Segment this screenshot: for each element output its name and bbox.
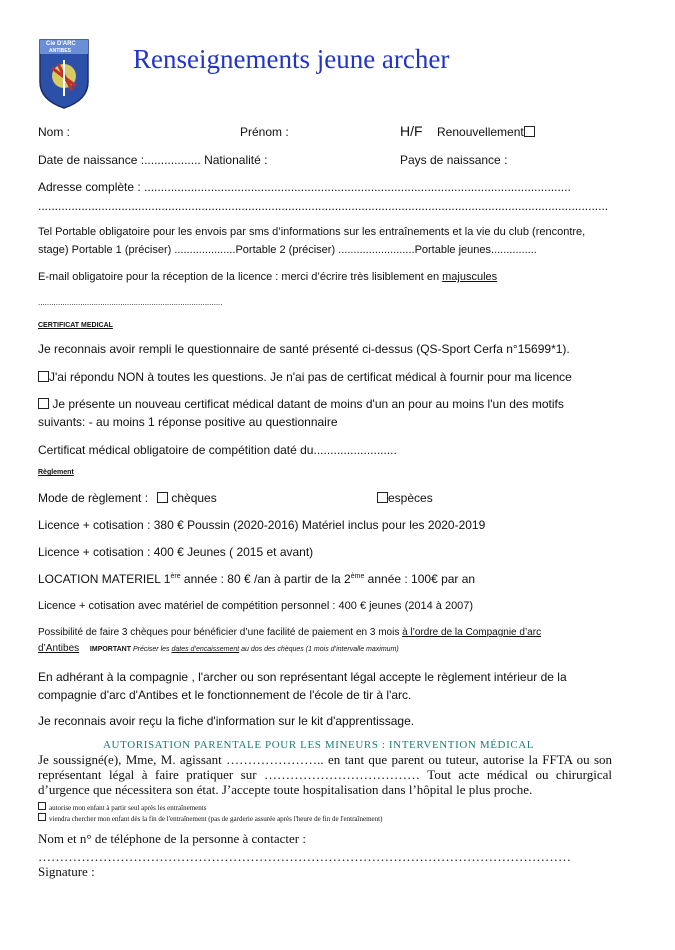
certificat-option2 (38, 397, 564, 411)
adhesion-line1: En adhérant à la compagnie , l'archer ou son représentant légal accepte le règlement intérieur de la (38, 670, 567, 684)
ordre-text: à l’ordre de la Compagnie d’arc (402, 627, 542, 638)
possibilite-text: Possibilité de faire 3 chèques pour bénéficier d’une facilité de paiement en 3 mois (38, 627, 403, 638)
tarif-jeunes: Licence + cotisation : 400 € Jeunes ( 2015 et avant) (38, 545, 314, 559)
autorisation-paragraph: Je soussigné(e), Mme, M. agissant ………………….. en tant que parent ou tuteur, autorise la FFTA ou son représentant légal à faire pratiquer sur ……………………………… Tout acte médical ou chirurgical d’urgence que nécessitera son état. J’accepte toute hospitalisation dans l’hôpital le plus proche. (38, 752, 612, 797)
location-part2: année : 80 € /an à partir de la 2 (180, 572, 351, 586)
adresse-dotted-line: ........................................................................................................................................................................... (38, 199, 609, 213)
important-label: IMPORTANT (89, 646, 132, 653)
important-text-a: Préciser les (131, 646, 172, 653)
hf-label: H/F (400, 123, 423, 139)
logo-text-bottom: ANTIBES (49, 48, 71, 54)
check2-label: viendra chercher mon enfant dès la fin de l'entraînement (pas de garderie assurée après l'heure de fin de l'entraînement) (49, 815, 383, 823)
signature-label: Signature : (38, 864, 95, 879)
renouvellement-field (437, 125, 535, 139)
option1-checkbox[interactable] (38, 371, 49, 382)
club-logo (38, 38, 90, 110)
cheques-option[interactable] (157, 491, 217, 505)
important-text-b: au dos des chèques (1 mois d’intervalle maximum) (239, 646, 399, 653)
certificat-option1 (38, 370, 572, 384)
possibilite-line (38, 627, 541, 638)
autorisation-check2 (38, 813, 382, 823)
especes-option[interactable] (377, 491, 433, 505)
tarif-materiel-perso: Licence + cotisation avec matériel de compétition personnel : 400 € jeunes (2014 à 2007) (38, 600, 474, 612)
location-part1: LOCATION MATERIEL 1 (38, 572, 171, 586)
location-part3: année : 100€ par an (364, 572, 476, 586)
location-sup2: ème (350, 573, 365, 580)
autorisation-check1 (38, 802, 206, 812)
contact-label: Nom et n° de téléphone de la personne à contacter : (38, 831, 306, 846)
especes-label: espèces (388, 491, 433, 505)
reglement-heading: Règlement (38, 469, 74, 476)
pays-naissance-label: Pays de naissance : (400, 153, 508, 167)
option2-checkbox[interactable] (38, 398, 49, 409)
contact-dots: …………………………………………………………………………………………………………… (38, 849, 571, 864)
check2-box[interactable] (38, 813, 46, 821)
mode-reglement (38, 491, 148, 505)
antibes-line (38, 643, 399, 654)
certificat-option2-line2: suivants: - au moins 1 réponse positive au questionnaire (38, 415, 338, 429)
option2-label: Je présente un nouveau certificat médical datant de moins d'un an pour au moins l'un des motifs (49, 397, 564, 411)
email-text: E-mail obligatoire pour la réception de la licence : merci d’écrire très lisiblement en (38, 271, 443, 283)
page-title: Renseignements jeune archer (133, 44, 450, 74)
renouvellement-label: Renouvellement (437, 125, 524, 139)
check1-label: autorise mon enfant à partir seul après les entraînements (49, 804, 207, 812)
certificat-heading: CERTIFICAT MEDICAL (38, 322, 113, 329)
tarif-poussin: Licence + cotisation : 380 € Poussin (2020-2016) Matériel inclus pour les 2020-2019 (38, 518, 486, 532)
logo-text-top: Cie D'ARC (46, 41, 76, 47)
mode-label: Mode de règlement : (38, 491, 149, 505)
date-naissance-label: Date de naissance :................. Nationalité : (38, 153, 268, 167)
adhesion-line2: compagnie d'arc d'Antibes et le fonctionnement de l'école de tir à l'arc. (38, 688, 412, 702)
option1-label: J'ai répondu NON à toutes les questions. Je n'ai pas de certificat médical à fournir pour ma licence (49, 370, 572, 384)
autorisation-heading: AUTORISATION PARENTALE POUR LES MINEURS : INTERVENTION MÉDICAL (103, 739, 535, 751)
adresse-label: Adresse complète : ................................................................................................................................ (38, 180, 571, 194)
prenom-label: Prénom : (240, 125, 289, 139)
phone-line2: stage) Portable 1 (préciser) ....................Portable 2 (préciser) .........................Portable jeunes............... (38, 244, 537, 256)
nom-label: Nom : (38, 125, 71, 139)
email-majuscules: majuscules (442, 271, 498, 283)
antibes-text: d’Antibes (38, 643, 80, 654)
location-sup1: ère (170, 573, 181, 580)
certificat-reconnais: Je reconnais avoir rempli le questionnaire de santé présenté ci-dessus (QS-Sport Cerfa n°15699*1). (38, 342, 570, 356)
cheques-checkbox[interactable] (157, 492, 168, 503)
email-dotted: ................................................................................... (38, 298, 223, 307)
renouvellement-checkbox[interactable] (524, 126, 535, 137)
certificat-competition: Certificat médical obligatoire de compétition daté du......................... (38, 443, 397, 457)
email-line (38, 271, 497, 283)
important-dates: dates d’encaissement (171, 646, 240, 653)
cheques-label: chèques (171, 491, 217, 505)
location-materiel (38, 572, 475, 586)
especes-checkbox[interactable] (377, 492, 388, 503)
check1-box[interactable] (38, 802, 46, 810)
phone-line1: Tel Portable obligatoire pour les envois par sms d’informations sur les entraînements et la vie du club (rencontre, (38, 226, 586, 238)
kit-line: Je reconnais avoir reçu la fiche d'information sur le kit d'apprentissage. (38, 714, 415, 728)
